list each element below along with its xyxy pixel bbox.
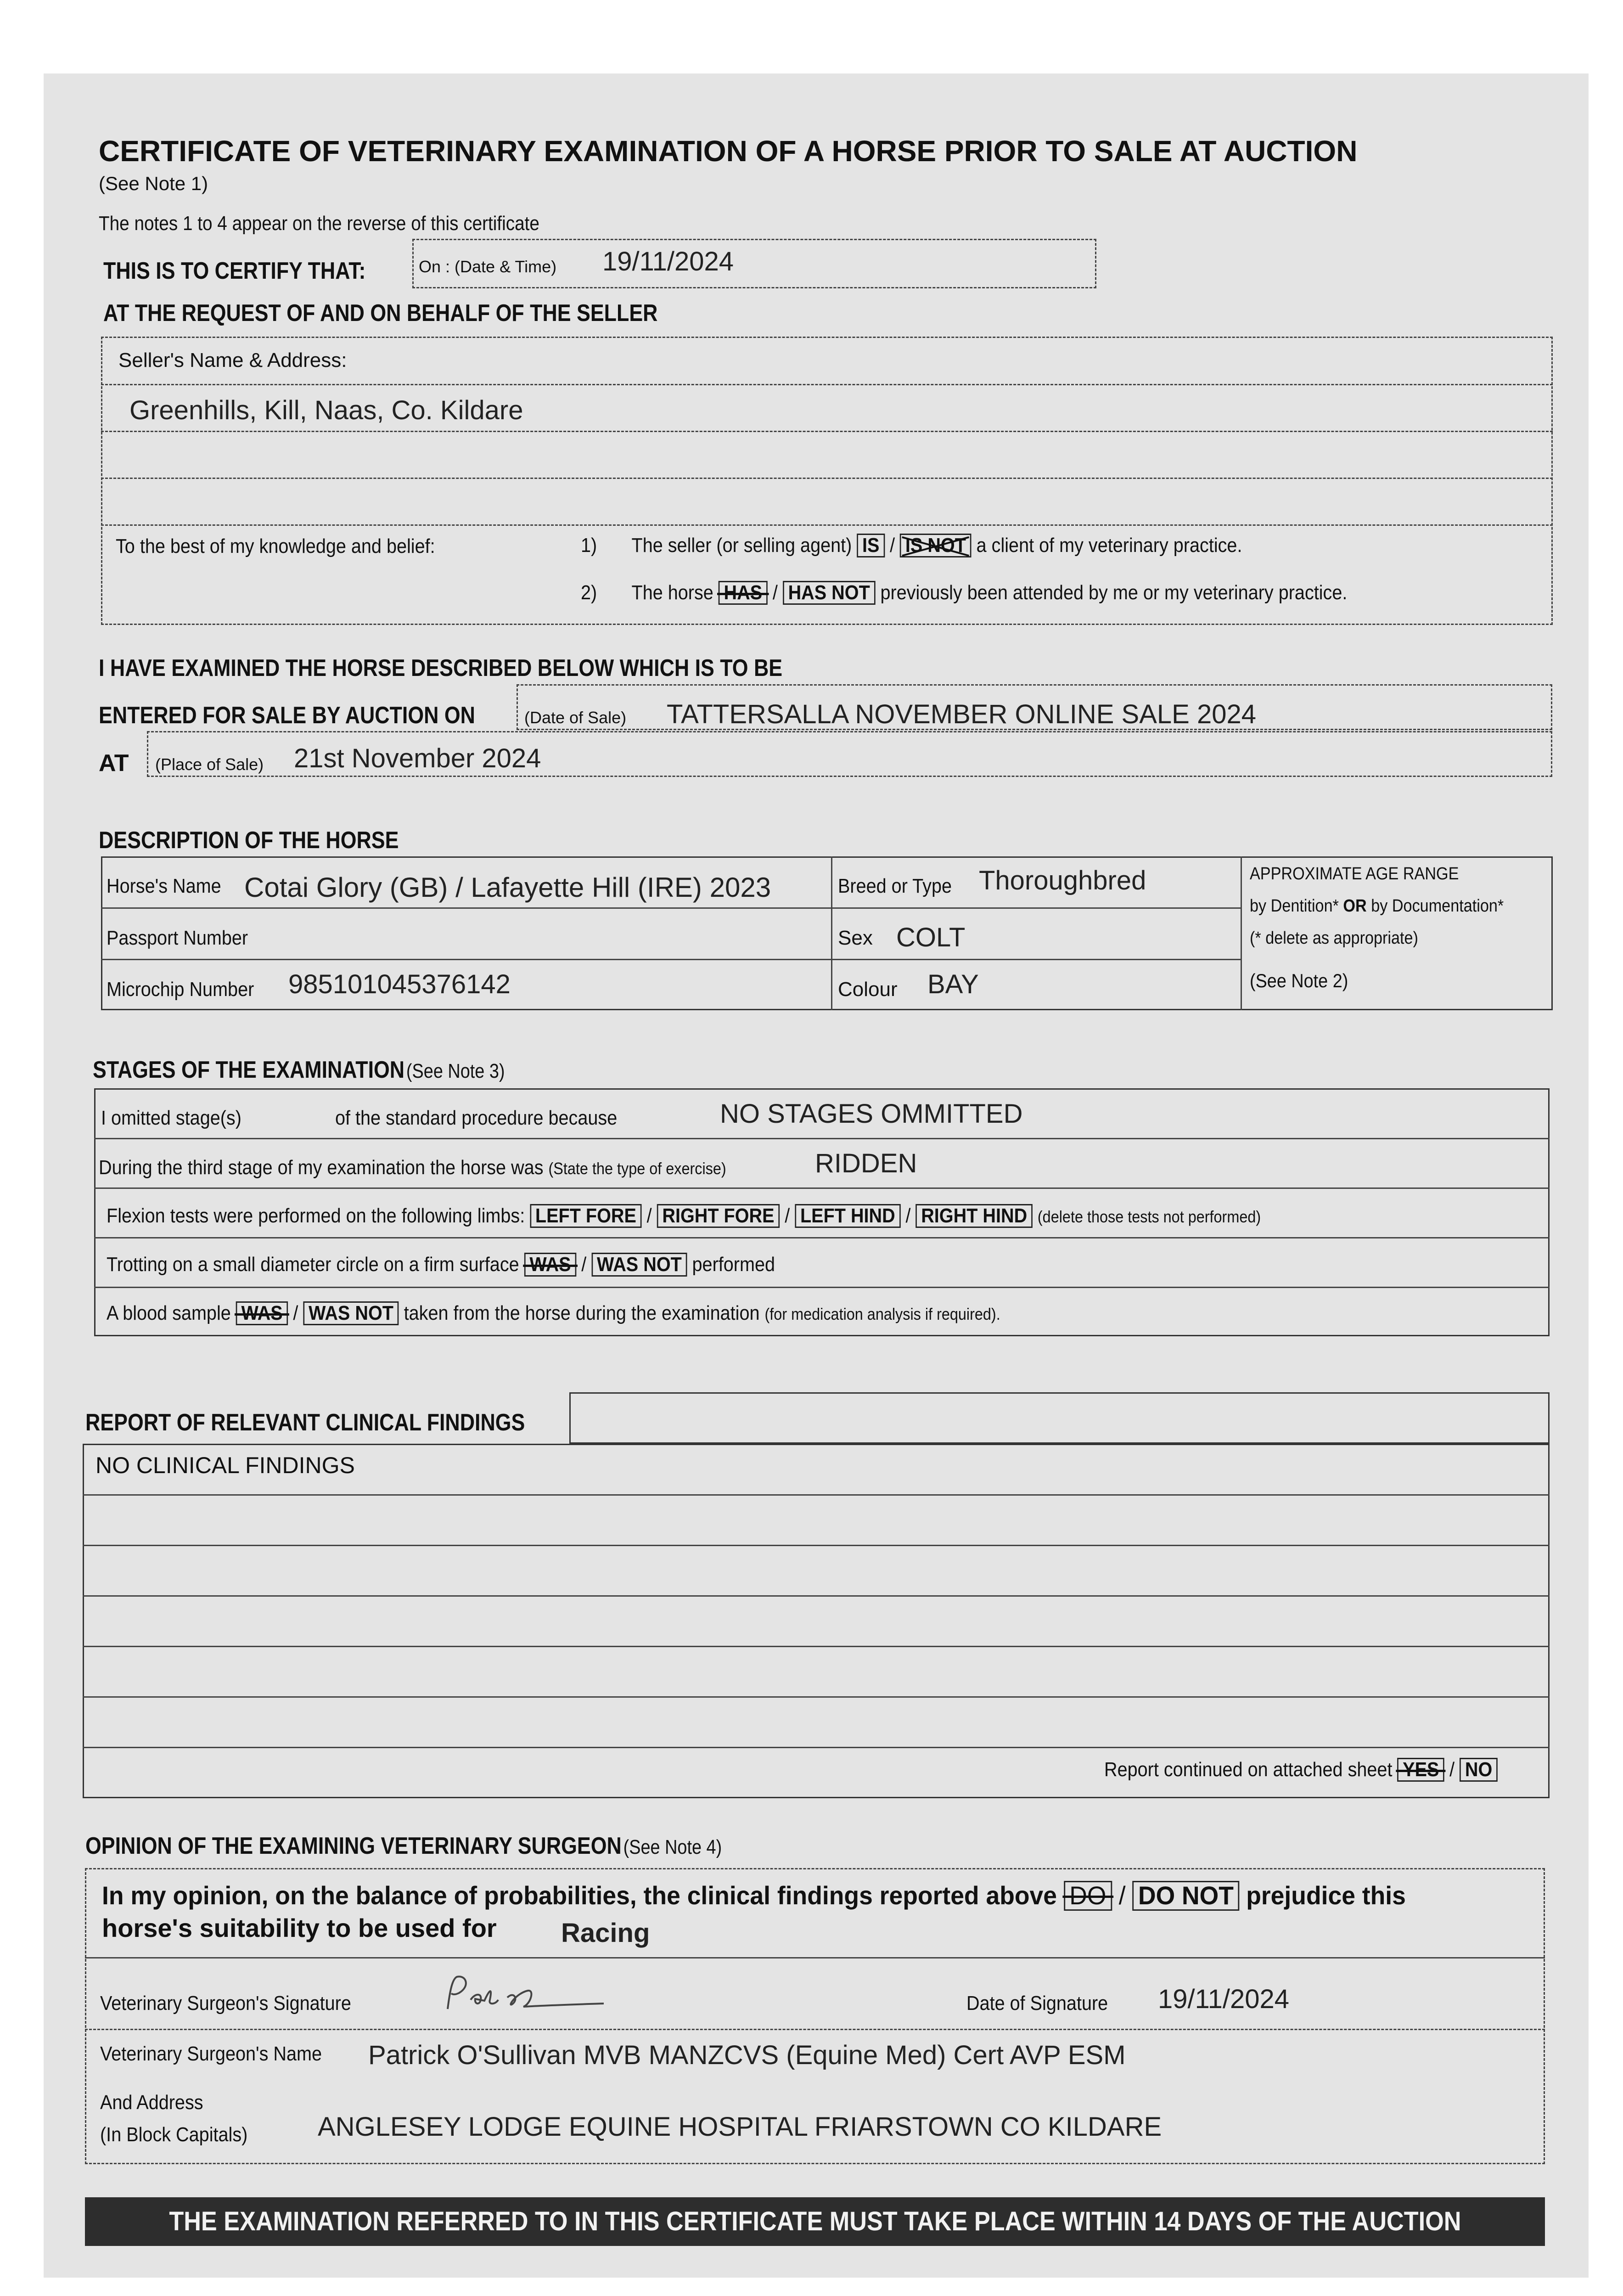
age-by-dentition[interactable]: by Dentition* bbox=[1250, 896, 1339, 916]
knowledge-item-1 bbox=[581, 534, 1242, 557]
trotting-post: performed bbox=[692, 1253, 775, 1276]
blood-label: A blood sample bbox=[107, 1302, 231, 1324]
surgeon-name-value: Patrick O'Sullivan MVB MANZCVS (Equine Med) Cert AVP ESM bbox=[368, 2040, 1126, 2070]
trotting-was-not-option[interactable]: WAS NOT bbox=[591, 1253, 687, 1277]
date-of-signature-value: 19/11/2024 bbox=[1158, 1984, 1289, 2014]
age-delete-note: (* delete as appropriate) bbox=[1250, 929, 1418, 948]
blood-sample-row bbox=[107, 1301, 1000, 1325]
third-stage-value: RIDDEN bbox=[815, 1148, 917, 1178]
opinion-do-option[interactable]: DO bbox=[1064, 1881, 1112, 1911]
see-note-1: (See Note 1) bbox=[99, 173, 208, 194]
flexion-row bbox=[107, 1204, 1261, 1228]
item1-text: The seller (or selling agent) bbox=[631, 534, 852, 557]
examined-line1: I HAVE EXAMINED THE HORSE DESCRIBED BELOW WHICH IS TO BE bbox=[99, 655, 783, 681]
blood-was-option[interactable]: WAS bbox=[236, 1301, 288, 1325]
age-or: OR bbox=[1343, 896, 1367, 916]
horse-name-label: Horse's Name bbox=[107, 875, 221, 897]
opinion-text-post: prejudice this bbox=[1246, 1881, 1406, 1910]
microchip-label: Microchip Number bbox=[107, 978, 254, 1001]
breed-label: Breed or Type bbox=[838, 875, 952, 897]
trotting-was-option[interactable]: WAS bbox=[524, 1253, 577, 1277]
report-continued-label: Report continued on attached sheet bbox=[1104, 1758, 1393, 1781]
omitted-mid: of the standard procedure because bbox=[335, 1107, 618, 1129]
report-heading: REPORT OF RELEVANT CLINICAL FINDINGS bbox=[85, 1409, 525, 1436]
date-of-signature-label: Date of Signature bbox=[966, 1992, 1108, 2015]
knowledge-item-2 bbox=[581, 581, 1347, 605]
flexion-right-hind[interactable]: RIGHT HIND bbox=[915, 1204, 1032, 1228]
stages-heading-row bbox=[93, 1056, 505, 1084]
examined-line2: ENTERED FOR SALE BY AUCTION ON bbox=[99, 702, 475, 729]
knowledge-label: To the best of my knowledge and belief: bbox=[116, 535, 435, 557]
notes-line: The notes 1 to 4 appear on the reverse of this certificate bbox=[99, 212, 539, 235]
date-time-label: On : (Date & Time) bbox=[419, 257, 557, 276]
item2-post: previously been attended by me or my veterinary practice. bbox=[880, 581, 1348, 604]
flex-sep-1: / bbox=[646, 1204, 652, 1227]
address-label-2: (In Block Capitals) bbox=[100, 2123, 248, 2146]
certify-label: THIS IS TO CERTIFY THAT: bbox=[103, 258, 366, 284]
stages-see-note-3: (See Note 3) bbox=[406, 1060, 505, 1082]
sex-label: Sex bbox=[838, 927, 873, 949]
age-heading: APPROXIMATE AGE RANGE bbox=[1250, 864, 1459, 884]
trotting-row bbox=[107, 1253, 775, 1277]
flexion-note: (delete those tests not performed) bbox=[1037, 1207, 1261, 1226]
breed-value: Thoroughbred bbox=[979, 866, 1146, 895]
continued-sep: / bbox=[1449, 1758, 1455, 1781]
place-of-sale-value: 21st November 2024 bbox=[294, 743, 541, 773]
opinion-do-not-option[interactable]: DO NOT bbox=[1133, 1881, 1240, 1911]
surgeon-name-label: Veterinary Surgeon's Name bbox=[100, 2043, 322, 2065]
address-label-1: And Address bbox=[100, 2091, 203, 2114]
report-heading-field[interactable] bbox=[569, 1392, 1550, 1444]
third-stage-row bbox=[99, 1156, 726, 1179]
flexion-left-fore[interactable]: LEFT FORE bbox=[530, 1204, 641, 1228]
continued-yes-option[interactable]: YES bbox=[1397, 1758, 1444, 1782]
flex-sep-3: / bbox=[905, 1204, 911, 1227]
footer-text: THE EXAMINATION REFERRED TO IN THIS CERTIFICATE MUST TAKE PLACE WITHIN 14 DAYS OF THE AUCTION bbox=[168, 2206, 1461, 2236]
opinion-text-pre: In my opinion, on the balance of probabilities, the clinical findings reported above bbox=[102, 1881, 1057, 1910]
item1-separator: / bbox=[890, 534, 895, 557]
horse-has-option[interactable]: HAS bbox=[719, 581, 768, 605]
item1-post: a client of my veterinary practice. bbox=[976, 534, 1242, 557]
passport-label: Passport Number bbox=[107, 927, 248, 949]
continued-no-option[interactable]: NO bbox=[1460, 1758, 1498, 1782]
signature-scribble bbox=[438, 1972, 613, 2023]
item1-number: 1) bbox=[581, 534, 597, 557]
opinion-see-note-4: (See Note 4) bbox=[623, 1836, 722, 1858]
age-by-documentation[interactable]: by Documentation* bbox=[1371, 896, 1504, 916]
item2-text: The horse bbox=[631, 581, 713, 604]
place-of-sale-label: (Place of Sale) bbox=[155, 755, 264, 774]
blood-small: (for medication analysis if required). bbox=[764, 1305, 1000, 1323]
age-see-note-2: (See Note 2) bbox=[1250, 970, 1348, 991]
item2-separator: / bbox=[772, 581, 778, 604]
third-stage-small: (State the type of exercise) bbox=[548, 1159, 726, 1178]
description-heading: DESCRIPTION OF THE HORSE bbox=[99, 827, 399, 854]
flexion-left-hind[interactable]: LEFT HIND bbox=[795, 1204, 900, 1228]
opinion-sep: / bbox=[1118, 1881, 1126, 1910]
opinion-text-line2: horse's suitability to be used for bbox=[102, 1913, 497, 1942]
horse-has-not-option[interactable]: HAS NOT bbox=[783, 581, 876, 605]
opinion-heading-row bbox=[85, 1832, 722, 1860]
report-findings-box[interactable] bbox=[83, 1444, 1550, 1798]
age-methods bbox=[1250, 896, 1504, 916]
flex-sep-2: / bbox=[785, 1204, 790, 1227]
seller-address-line1: Greenhills, Kill, Naas, Co. Kildare bbox=[129, 395, 523, 425]
horse-name-value: Cotai Glory (GB) / Lafayette Hill (IRE) 2023 bbox=[244, 872, 771, 903]
opinion-heading: OPINION OF THE EXAMINING VETERINARY SURGEON bbox=[85, 1833, 622, 1859]
report-line-1: NO CLINICAL FINDINGS bbox=[95, 1452, 355, 1478]
seller-label: Seller's Name & Address: bbox=[118, 349, 347, 371]
footer-banner bbox=[85, 2197, 1545, 2246]
opinion-use-value: Racing bbox=[561, 1918, 650, 1948]
request-line: AT THE REQUEST OF AND ON BEHALF OF THE SELLER bbox=[103, 300, 658, 326]
omitted-value: NO STAGES OMMITTED bbox=[720, 1099, 1023, 1129]
microchip-value: 985101045376142 bbox=[288, 969, 511, 999]
omitted-label: I omitted stage(s) bbox=[101, 1107, 241, 1129]
signature-label: Veterinary Surgeon's Signature bbox=[100, 1992, 351, 2015]
client-is-not-option[interactable]: IS NOT bbox=[900, 534, 971, 557]
flexion-right-fore[interactable]: RIGHT FORE bbox=[657, 1204, 780, 1228]
trotting-label: Trotting on a small diameter circle on a firm surface bbox=[107, 1253, 519, 1276]
blood-was-not-option[interactable]: WAS NOT bbox=[303, 1301, 399, 1325]
date-of-sale-value: TATTERSALLA NOVEMBER ONLINE SALE 2024 bbox=[667, 699, 1256, 729]
surgeon-address-value: ANGLESEY LODGE EQUINE HOSPITAL FRIARSTOWN CO KILDARE bbox=[318, 2112, 1162, 2142]
date-of-sale-label: (Date of Sale) bbox=[524, 708, 627, 727]
colour-value: BAY bbox=[927, 969, 979, 999]
trot-sep: / bbox=[581, 1253, 587, 1276]
item2-number: 2) bbox=[581, 581, 597, 604]
report-continued-row bbox=[1104, 1758, 1498, 1782]
date-time-value: 19/11/2024 bbox=[602, 247, 734, 276]
at-label: AT bbox=[99, 750, 129, 777]
colour-label: Colour bbox=[838, 978, 898, 1001]
blood-post: taken from the horse during the examination bbox=[404, 1302, 760, 1324]
flexion-label: Flexion tests were performed on the following limbs: bbox=[107, 1204, 525, 1227]
opinion-text-line1 bbox=[102, 1880, 1406, 1911]
client-is-option[interactable]: IS bbox=[857, 534, 885, 557]
blood-sep: / bbox=[293, 1302, 298, 1324]
stages-heading: STAGES OF THE EXAMINATION bbox=[93, 1057, 405, 1083]
third-stage-label: During the third stage of my examination the horse was bbox=[99, 1156, 544, 1179]
certificate-title: CERTIFICATE OF VETERINARY EXAMINATION OF A HORSE PRIOR TO SALE AT AUCTION bbox=[99, 135, 1358, 168]
sex-value: COLT bbox=[896, 923, 966, 952]
